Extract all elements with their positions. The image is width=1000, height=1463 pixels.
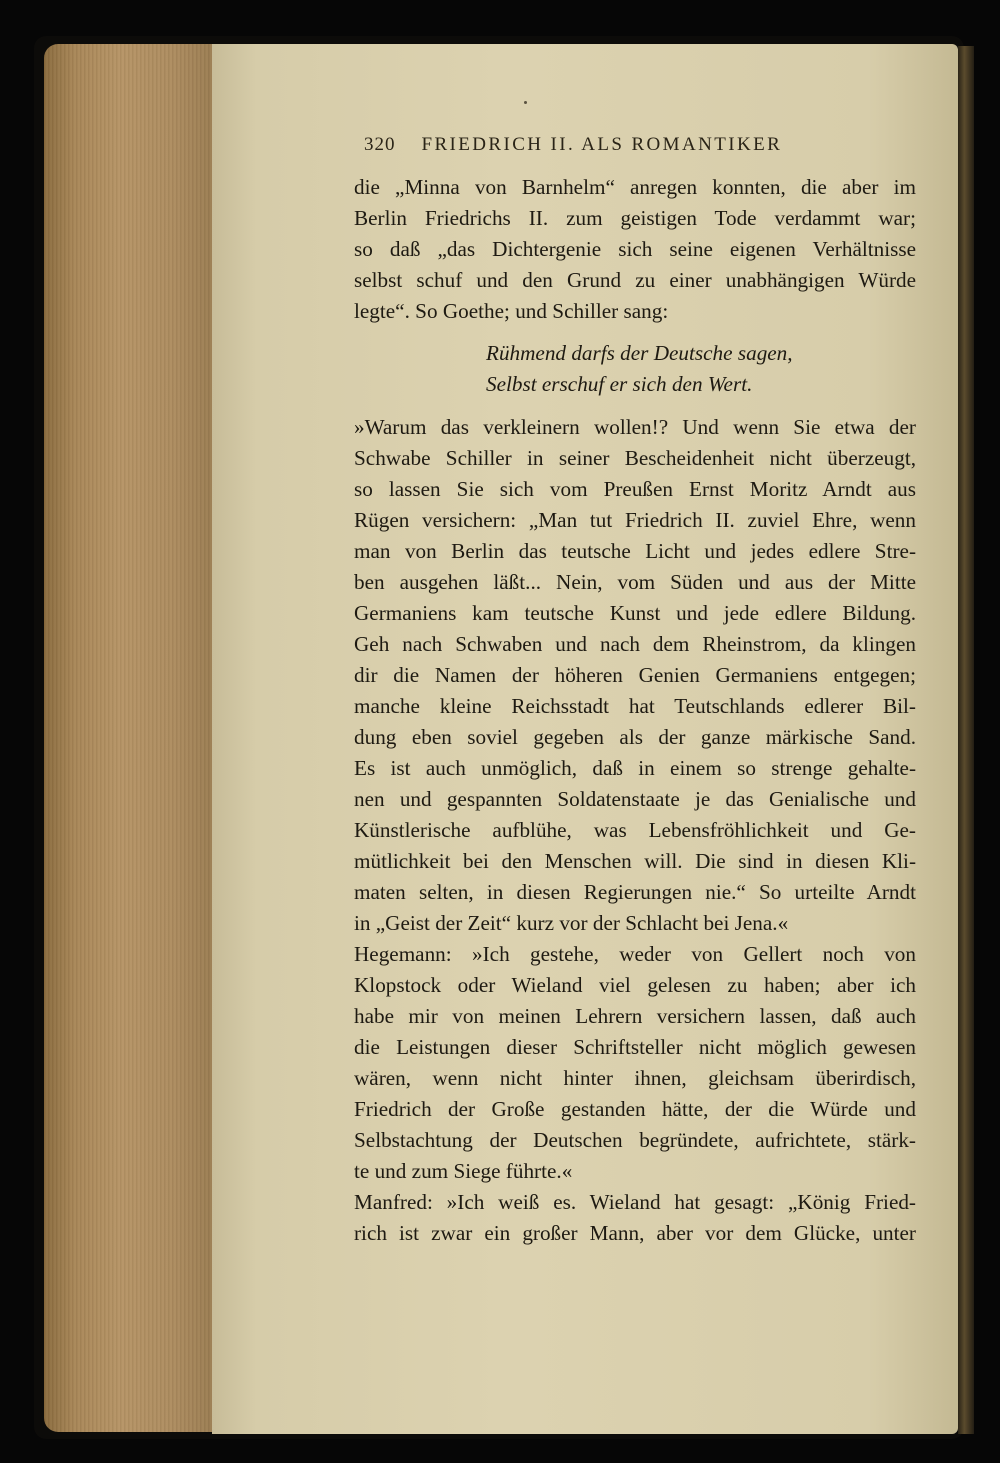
text-line: Friedrich der Große gestanden hätte, der die Würde und [354, 1097, 916, 1121]
page-block-edges [44, 44, 214, 1432]
text-line: rich ist zwar ein großer Mann, aber vor dem Glücke, unter [354, 1221, 916, 1245]
text-line: Künstlerische aufblühe, was Lebensfröhlichkeit und Ge- [354, 818, 916, 842]
body-text [354, 412, 916, 1249]
text-line: dir die Namen der höheren Genien Germaniens entgegen; [354, 663, 916, 687]
paragraph-2 [354, 412, 916, 939]
text-line: maten selten, in diesen Regierungen nie.“ So urteilte Arndt [354, 880, 916, 904]
text-line: Hegemann: »Ich gestehe, weder von Gellert noch von [354, 942, 916, 966]
text-line: so daß „das Dichtergenie sich seine eigenen Verhältnisse [354, 237, 916, 261]
running-title: FRIEDRICH II. ALS ROMANTIKER [421, 134, 783, 155]
text-line: Schwabe Schiller in seiner Bescheidenheit nicht überzeugt, [354, 446, 916, 470]
text-line: Selbstachtung der Deutschen begründete, aufrichtete, stärk- [354, 1128, 916, 1152]
text-line: so lassen Sie sich vom Preußen Ernst Moritz Arndt aus [354, 477, 916, 501]
text-line: in „Geist der Zeit“ kurz vor der Schlacht bei Jena.« [354, 911, 789, 935]
text-line: wären, wenn nicht hinter ihnen, gleichsam überirdisch, [354, 1066, 916, 1090]
text-line: dung eben soviel gegeben als der ganze märkische Sand. [354, 725, 916, 749]
text-line: mütlichkeit bei den Menschen will. Die sind in diesen Kli- [354, 849, 916, 873]
text-line: Manfred: »Ich weiß es. Wieland hat gesagt: „König Fried- [354, 1190, 916, 1214]
text-line: Rügen versichern: „Man tut Friedrich II. zuviel Ehre, wenn [354, 508, 916, 532]
text-line: Klopstock oder Wieland viel gelesen zu haben; aber ich [354, 973, 916, 997]
running-head [364, 134, 782, 156]
text-line: Geh nach Schwaben und nach dem Rheinstrom, da klingen [354, 632, 916, 656]
text-line: manche kleine Reichsstadt hat Teutschlands edlerer Bil- [354, 694, 916, 718]
text-line: Es ist auch unmöglich, daß in einem so strenge gehalte- [354, 756, 916, 780]
paragraph-4 [354, 1187, 916, 1249]
text-line: habe mir von meinen Lehrern versichern lassen, daß auch [354, 1004, 916, 1028]
paragraph-1 [354, 172, 916, 327]
page-speck [524, 101, 527, 104]
verse-line: Selbst erschuf er sich den Wert. [486, 372, 753, 396]
verse-quote [486, 338, 793, 400]
text-line: te und zum Siege führte.« [354, 1159, 573, 1183]
text-line: Berlin Friedrichs II. zum geistigen Tode verdammt war; [354, 206, 916, 230]
facing-page-edge [958, 46, 974, 1434]
text-line: selbst schuf und den Grund zu einer unabhängigen Würde [354, 268, 916, 292]
text-line: Germaniens kam teutsche Kunst und jede edlere Bildung. [354, 601, 916, 625]
text-line: man von Berlin das teutsche Licht und jedes edlere Stre- [354, 539, 916, 563]
text-line: nen und gespannten Soldatenstaate je das Genialische und [354, 787, 916, 811]
text-line: ben ausgehen läßt... Nein, vom Süden und aus der Mitte [354, 570, 916, 594]
text-line: »Warum das verkleinern wollen!? Und wenn Sie etwa der [354, 415, 916, 439]
verse-line: Rühmend darfs der Deutsche sagen, [486, 341, 793, 365]
page-number: 320 [364, 134, 396, 155]
paragraph-3 [354, 939, 916, 1187]
text-line: die Leistungen dieser Schriftsteller nicht möglich gewesen [354, 1035, 916, 1059]
text-line: legte“. So Goethe; und Schiller sang: [354, 299, 669, 323]
text-line: die „Minna von Barnhelm“ anregen konnten, die aber im [354, 175, 916, 199]
